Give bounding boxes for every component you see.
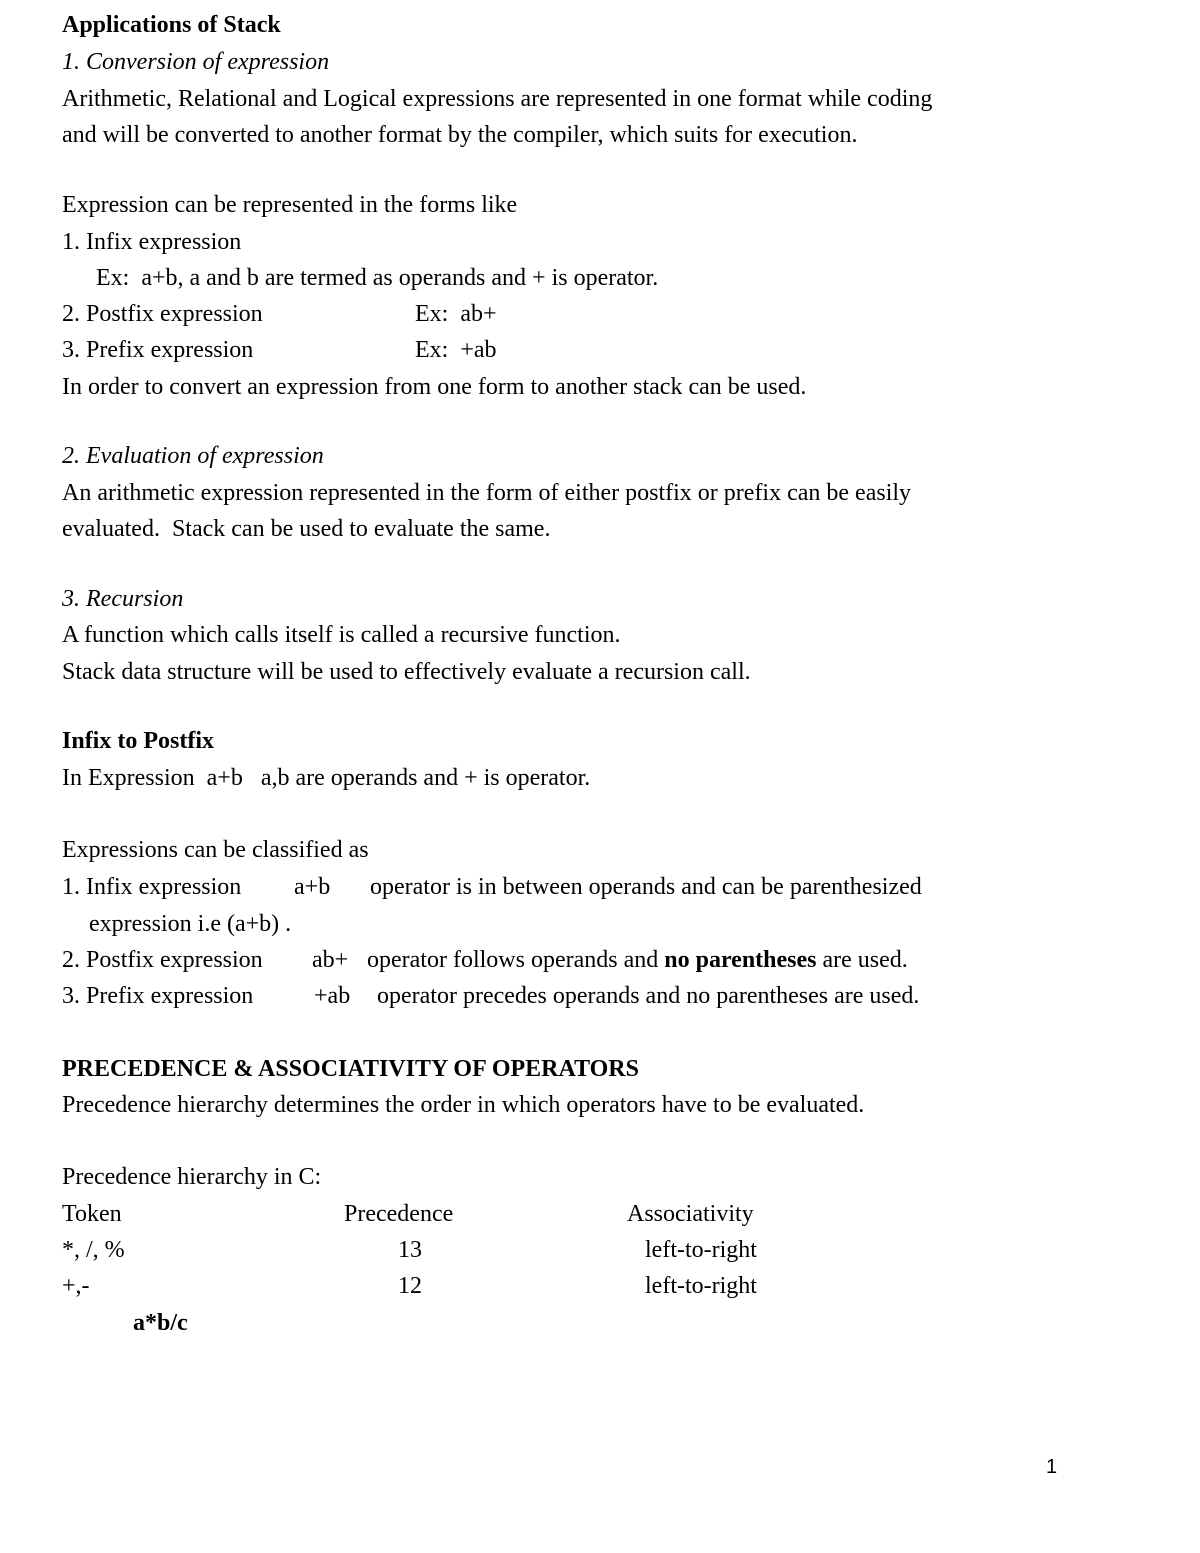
class-infix-name: 1. Infix expression bbox=[62, 874, 242, 900]
forms-intro: Expression can be represented in the forms like bbox=[62, 192, 518, 218]
classified-intro: Expressions can be classified as bbox=[62, 837, 369, 863]
class-infix-cont: expression i.e (a+b) . bbox=[89, 911, 292, 937]
class-infix-example: a+b bbox=[294, 874, 331, 900]
paragraph-line: Precedence hierarchy determines the order in which operators have to be evaluated. bbox=[62, 1092, 865, 1118]
table-header-associativity: Associativity bbox=[627, 1201, 754, 1227]
postfix-example: Ex: ab+ bbox=[415, 301, 497, 327]
prefix-example: Ex: +ab bbox=[415, 337, 497, 363]
no-parentheses-emphasis: no parentheses bbox=[664, 947, 817, 973]
infix-example: Ex: a+b, a and b are termed as operands and + is operator. bbox=[96, 265, 659, 291]
paragraph-line: Stack data structure will be used to effectively evaluate a recursion call. bbox=[62, 659, 751, 685]
table-cell-token: +,- bbox=[62, 1273, 90, 1299]
section-heading-conversion: 1. Conversion of expression bbox=[62, 49, 330, 75]
class-infix-desc: operator is in between operands and can be parenthesized bbox=[370, 874, 922, 900]
table-cell-associativity: left-to-right bbox=[645, 1237, 757, 1263]
page-number: 1 bbox=[1046, 1456, 1058, 1478]
table-cell-associativity: left-to-right bbox=[645, 1273, 757, 1299]
class-postfix-example: ab+ bbox=[312, 947, 349, 973]
table-header-precedence: Precedence bbox=[344, 1201, 454, 1227]
section-heading-precedence: PRECEDENCE & ASSOCIATIVITY OF OPERATORS bbox=[62, 1056, 639, 1082]
precedence-example: a*b/c bbox=[133, 1310, 188, 1336]
list-item-infix: 1. Infix expression bbox=[62, 229, 242, 255]
class-postfix-name: 2. Postfix expression bbox=[62, 947, 263, 973]
paragraph-line: In Expression a+b a,b are operands and + is operator. bbox=[62, 765, 591, 791]
class-prefix-name: 3. Prefix expression bbox=[62, 983, 254, 1009]
class-postfix-desc-b: are used. bbox=[816, 947, 908, 973]
conversion-conclusion: In order to convert an expression from one form to another stack can be used. bbox=[62, 374, 807, 400]
table-header-token: Token bbox=[62, 1201, 122, 1227]
list-item-postfix: 2. Postfix expression bbox=[62, 301, 263, 327]
paragraph-line: Arithmetic, Relational and Logical expressions are represented in one format while coding bbox=[62, 86, 933, 112]
paragraph-line: and will be converted to another format by the compiler, which suits for execution. bbox=[62, 122, 858, 148]
paragraph-line: A function which calls itself is called a recursive function. bbox=[62, 622, 621, 648]
section-heading-recursion: 3. Recursion bbox=[62, 586, 184, 612]
table-cell-precedence: 12 bbox=[398, 1273, 422, 1299]
class-prefix-example: +ab bbox=[314, 983, 351, 1009]
table-cell-token: *, /, % bbox=[62, 1237, 125, 1263]
paragraph-line: An arithmetic expression represented in the form of either postfix or prefix can be easily bbox=[62, 480, 912, 506]
section-heading-evaluation: 2. Evaluation of expression bbox=[62, 443, 324, 469]
paragraph-line: evaluated. Stack can be used to evaluate the same. bbox=[62, 516, 551, 542]
table-cell-precedence: 13 bbox=[398, 1237, 422, 1263]
list-item-prefix: 3. Prefix expression bbox=[62, 337, 254, 363]
precedence-in-c: Precedence hierarchy in C: bbox=[62, 1164, 322, 1190]
class-postfix-desc-a: operator follows operands and bbox=[367, 947, 665, 973]
class-postfix-desc bbox=[367, 945, 908, 975]
class-prefix-desc: operator precedes operands and no parentheses are used. bbox=[377, 983, 920, 1009]
document-title: Applications of Stack bbox=[62, 12, 281, 38]
section-heading-infix-to-postfix: Infix to Postfix bbox=[62, 728, 214, 754]
